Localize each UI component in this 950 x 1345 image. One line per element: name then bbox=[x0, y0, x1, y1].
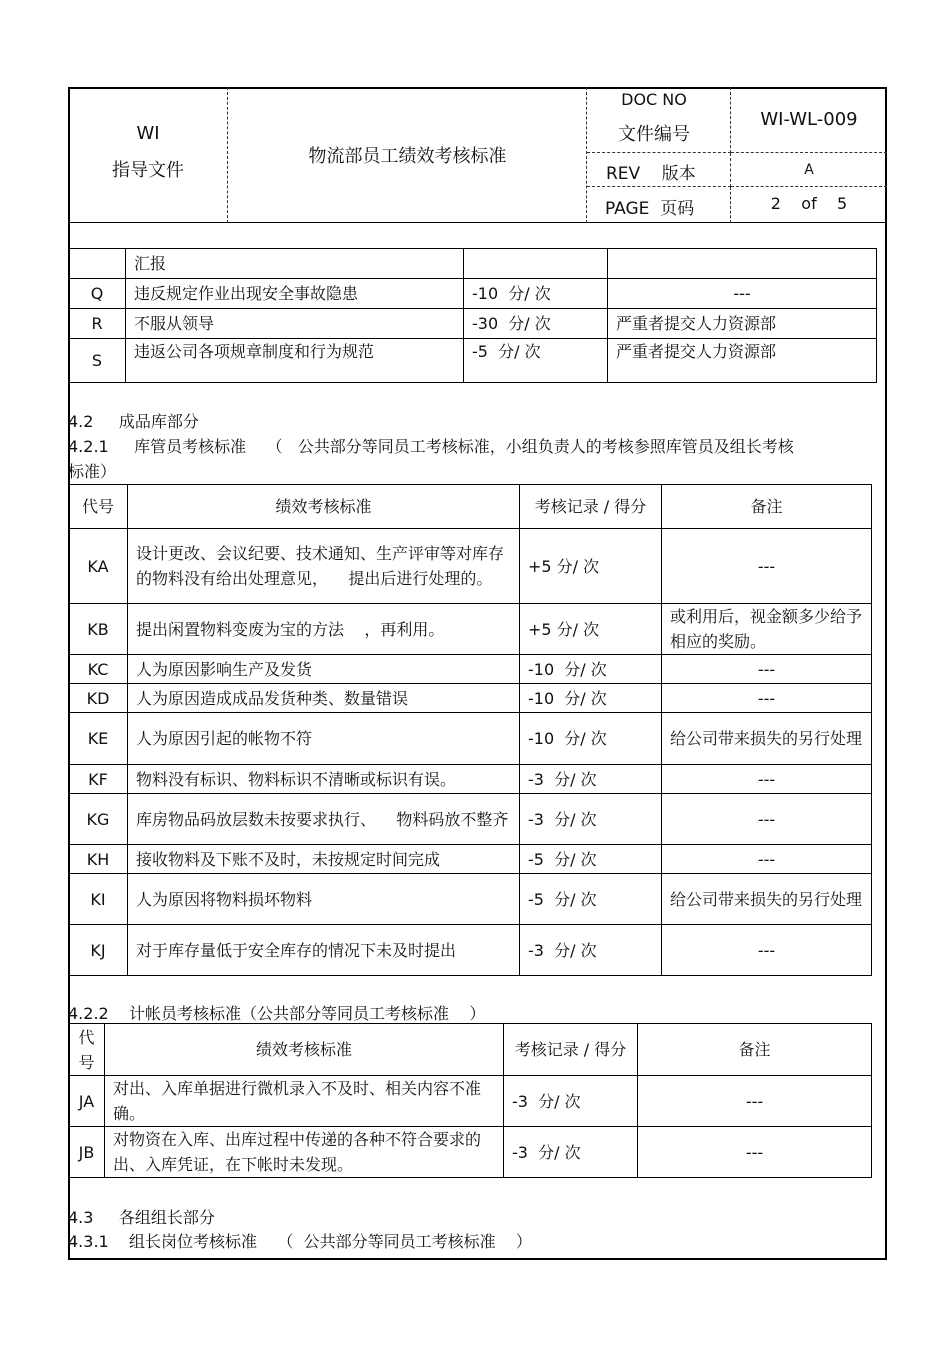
table-header-row bbox=[69, 1024, 872, 1076]
row-note: --- bbox=[662, 655, 872, 684]
row-code: KE bbox=[69, 713, 128, 765]
table-row bbox=[69, 845, 872, 874]
row-code: KB bbox=[69, 604, 128, 655]
row-code bbox=[69, 249, 126, 279]
table-warehouse-keeper bbox=[68, 484, 872, 976]
row-score: -3 分/ 次 bbox=[520, 925, 662, 976]
row-note: 严重者提交人力资源部 bbox=[608, 339, 877, 383]
row-code: KF bbox=[69, 765, 128, 794]
row-criterion: 人为原因影响生产及发货 bbox=[128, 655, 520, 684]
row-note: --- bbox=[662, 684, 872, 713]
row-criterion: 物料没有标识、物料标识不清晰或标识有误。 bbox=[128, 765, 520, 794]
page-value: 2 of 5 bbox=[770, 194, 848, 213]
table-row bbox=[69, 339, 877, 383]
table-row bbox=[69, 655, 872, 684]
row-criterion: 人为原因造成成品发货种类、数量错误 bbox=[128, 684, 520, 713]
column-header-code: 代号 bbox=[69, 1024, 105, 1076]
row-code: R bbox=[69, 309, 126, 339]
document-title: 物流部员工绩效考核标准 bbox=[308, 146, 507, 167]
table-row bbox=[69, 794, 872, 845]
row-criterion: 设计更改、会议纪要、技术通知、生产评审等对库存的物料没有给出处理意见， 提出后进行处理的。 bbox=[128, 529, 520, 604]
row-code: Q bbox=[69, 279, 126, 309]
column-header-score: 考核记录 / 得分 bbox=[504, 1024, 638, 1076]
row-criterion: 汇报 bbox=[126, 249, 464, 279]
row-code: JA bbox=[69, 1076, 105, 1127]
rev-label: REV 版本 bbox=[606, 164, 696, 184]
table-row bbox=[69, 684, 872, 713]
row-note: 或利用后，视金额多少给予相应的奖励。 bbox=[662, 604, 872, 655]
table-row bbox=[69, 279, 877, 309]
section-subheading-4-3-1: 4.3.1 组长岗位考核标准 （ 公共部分等同员工考核标准 ） bbox=[68, 1232, 532, 1251]
row-note: --- bbox=[662, 765, 872, 794]
table-header-row bbox=[69, 485, 872, 529]
row-score: -3 分/ 次 bbox=[504, 1127, 638, 1178]
page-label: PAGE 页码 bbox=[605, 199, 695, 219]
row-note: --- bbox=[662, 529, 872, 604]
row-note: --- bbox=[662, 925, 872, 976]
column-header-code: 代号 bbox=[69, 485, 128, 529]
row-code: KA bbox=[69, 529, 128, 604]
table-row bbox=[69, 925, 872, 976]
column-header-criterion: 绩效考核标准 bbox=[128, 485, 520, 529]
row-note: --- bbox=[608, 279, 877, 309]
row-note: 给公司带来损失的另行处理 bbox=[662, 713, 872, 765]
table-bookkeeper bbox=[68, 1023, 872, 1178]
section-heading-4-2: 4.2 成品库部分 bbox=[68, 412, 199, 431]
document-header bbox=[68, 87, 887, 223]
table-row bbox=[69, 1076, 872, 1127]
table-row bbox=[69, 249, 877, 279]
row-note: --- bbox=[662, 845, 872, 874]
table-row bbox=[69, 713, 872, 765]
row-score: -10 分/ 次 bbox=[464, 279, 608, 309]
section-subheading-4-2-1-cont: 标准） bbox=[68, 462, 117, 481]
row-score: -3 分/ 次 bbox=[520, 765, 662, 794]
row-code: KI bbox=[69, 874, 128, 925]
section-subheading-4-2-1: 4.2.1 库管员考核标准 （ 公共部分等同员工考核标准，小组负责人的考核参照库管员及组长考核 bbox=[68, 437, 794, 456]
row-score: +5 分/ 次 bbox=[520, 604, 662, 655]
row-criterion: 违反规定作业出现安全事故隐患 bbox=[126, 279, 464, 309]
row-code: KD bbox=[69, 684, 128, 713]
row-criterion: 人为原因引起的帐物不符 bbox=[128, 713, 520, 765]
row-score: -5 分/ 次 bbox=[520, 845, 662, 874]
header-left-cell bbox=[68, 87, 228, 223]
row-score: -3 分/ 次 bbox=[520, 794, 662, 845]
row-criterion: 对出、入库单据进行微机录入不及时、相关内容不准确。 bbox=[105, 1076, 504, 1127]
table-row bbox=[69, 604, 872, 655]
column-header-note: 备注 bbox=[638, 1024, 872, 1076]
row-score: -5 分/ 次 bbox=[520, 874, 662, 925]
doc-no-value: WI-WL-009 bbox=[760, 109, 858, 130]
section-subheading-4-2-2: 4.2.2 计帐员考核标准（公共部分等同员工考核标准 ） bbox=[68, 1004, 486, 1023]
row-criterion: 接收物料及下账不及时，未按规定时间完成 bbox=[128, 845, 520, 874]
row-score: -30 分/ 次 bbox=[464, 309, 608, 339]
header-wi-label: WI bbox=[136, 123, 160, 144]
row-score bbox=[464, 249, 608, 279]
row-criterion: 违返公司各项规章制度和行为规范 bbox=[126, 339, 464, 383]
column-header-note: 备注 bbox=[662, 485, 872, 529]
doc-no-cn-label: 文件编号 bbox=[618, 124, 690, 145]
table-row bbox=[69, 874, 872, 925]
column-header-criterion: 绩效考核标准 bbox=[105, 1024, 504, 1076]
rev-value: A bbox=[804, 162, 814, 178]
row-note: 给公司带来损失的另行处理 bbox=[662, 874, 872, 925]
row-code: KH bbox=[69, 845, 128, 874]
row-note: --- bbox=[638, 1076, 872, 1127]
row-note: 严重者提交人力资源部 bbox=[608, 309, 877, 339]
row-score: -10 分/ 次 bbox=[520, 684, 662, 713]
row-note: --- bbox=[662, 794, 872, 845]
row-code: KG bbox=[69, 794, 128, 845]
row-criterion: 对于库存量低于安全库存的情况下未及时提出 bbox=[128, 925, 520, 976]
row-score: +5 分/ 次 bbox=[520, 529, 662, 604]
row-code: KC bbox=[69, 655, 128, 684]
table-top-continuation bbox=[68, 248, 877, 383]
row-code: JB bbox=[69, 1127, 105, 1178]
row-criterion: 提出闲置物料变废为宝的方法 ，再利用。 bbox=[128, 604, 520, 655]
header-guide-label: 指导文件 bbox=[112, 160, 184, 181]
row-criterion: 库房物品码放层数未按要求执行、 物料码放不整齐 bbox=[128, 794, 520, 845]
table-row bbox=[69, 529, 872, 604]
table-row bbox=[69, 765, 872, 794]
table-row bbox=[69, 1127, 872, 1178]
row-code: S bbox=[69, 339, 126, 383]
row-score: -10 分/ 次 bbox=[520, 713, 662, 765]
row-score: -5 分/ 次 bbox=[464, 339, 608, 383]
row-score: -10 分/ 次 bbox=[520, 655, 662, 684]
row-note bbox=[608, 249, 877, 279]
row-score: -3 分/ 次 bbox=[504, 1076, 638, 1127]
row-note: --- bbox=[638, 1127, 872, 1178]
section-heading-4-3: 4.3 各组组长部分 bbox=[68, 1208, 215, 1227]
table-row bbox=[69, 309, 877, 339]
row-criterion: 不服从领导 bbox=[126, 309, 464, 339]
column-header-score: 考核记录 / 得分 bbox=[520, 485, 662, 529]
doc-no-en-label: DOC NO bbox=[621, 90, 687, 109]
row-criterion: 人为原因将物料损坏物料 bbox=[128, 874, 520, 925]
row-code: KJ bbox=[69, 925, 128, 976]
row-criterion: 对物资在入库、出库过程中传递的各种不符合要求的出、入库凭证，在下帐时未发现。 bbox=[105, 1127, 504, 1178]
